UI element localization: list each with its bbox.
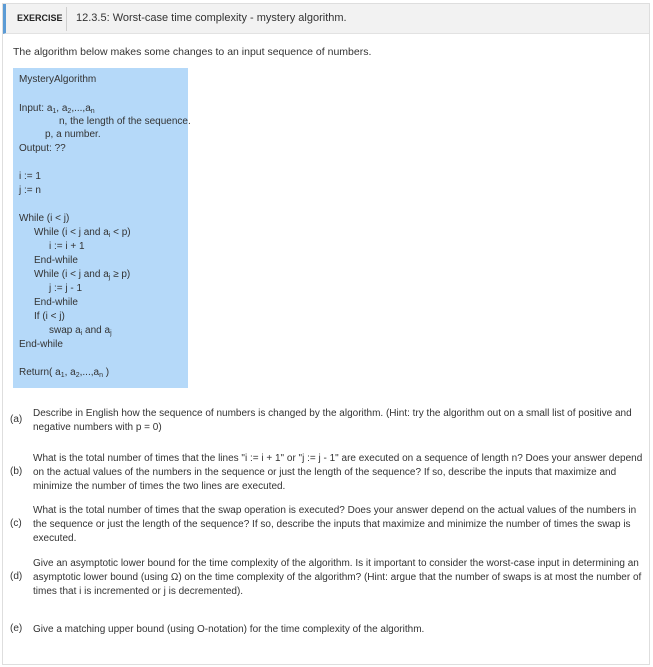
decrement-line: j := j - 1 (49, 283, 83, 294)
part-label: (b) (10, 466, 23, 477)
algorithm-name: MysteryAlgorithm (19, 74, 97, 85)
part-text: What is the total number of times that the swap operation is executed? Does your answer depend on the actual values of the numbers in the sequence or just the length of the sequence? If so, describe the inputs that maximize and minimize the number of times the swap is executed. (33, 505, 637, 544)
part-label: (e) (10, 623, 23, 634)
increment-line: i := i + 1 (49, 241, 85, 252)
output-line: Output: ?? (19, 143, 66, 154)
i-init: i := 1 (19, 171, 41, 182)
part-text: Describe in English how the sequence of numbers is changed by the algorithm. (Hint: try the algorithm out on a small list of positive and negative numbers with p = 0) (33, 408, 632, 433)
input-p: p, a number. (45, 129, 101, 140)
if-line: If (i < j) (34, 311, 65, 322)
part-label: (c) (10, 518, 22, 529)
header-divider (66, 7, 67, 31)
end-while-2: End-while (34, 297, 78, 308)
return-line: Return( $a_1$, $a_2,...,a_n$ ) (19, 367, 110, 379)
swap-line: swap $a_i$ and $a_j$ (49, 325, 112, 337)
exercise-header (3, 4, 649, 34)
part-label: (a) (10, 414, 23, 425)
part-text: What is the total number of times that the lines "i := i + 1" or "j := j - 1" are executed on a sequence of length n? Does your answer depend on the actual values of the numbers in the sequence or just the length of the sequence? If so, describe the inputs that maximize and minimize the number of times the two lines are executed. (33, 453, 643, 492)
part-label: (d) (10, 571, 23, 582)
inner-while-1: While (i < j and $a_i < p$) (34, 227, 131, 239)
end-while-1: End-while (34, 255, 78, 266)
pseudocode-box (13, 68, 191, 388)
exercise-label: EXERCISE (17, 13, 63, 23)
input-n: n, the length of the sequence. (59, 116, 191, 127)
intro-text: The algorithm below makes some changes to an input sequence of numbers. (13, 46, 372, 58)
input-line: Input: $a_1$, $a_2,...,a_n$ (19, 103, 95, 115)
end-while-outer: End-while (19, 339, 63, 350)
j-init: j := n (19, 185, 41, 196)
outer-while: While (i < j) (19, 213, 70, 224)
part-text: Give an asymptotic lower bound for the time complexity of the algorithm. Is it important to consider the worst-case input in determining an asymptotic lower bound (using Ω) on the time complexity of the algorithm? (Hint: argue that the number of swaps is at most the number of times that i is incremented or j is decremented). (33, 558, 642, 597)
exercise-title: 12.3.5: Worst-case time complexity - mystery algorithm. (76, 12, 347, 24)
inner-while-2: While (i < j and $a_j \ge p$) (34, 269, 131, 281)
part-text: Give a matching upper bound (using O-notation) for the time complexity of the algorithm. (33, 624, 425, 635)
